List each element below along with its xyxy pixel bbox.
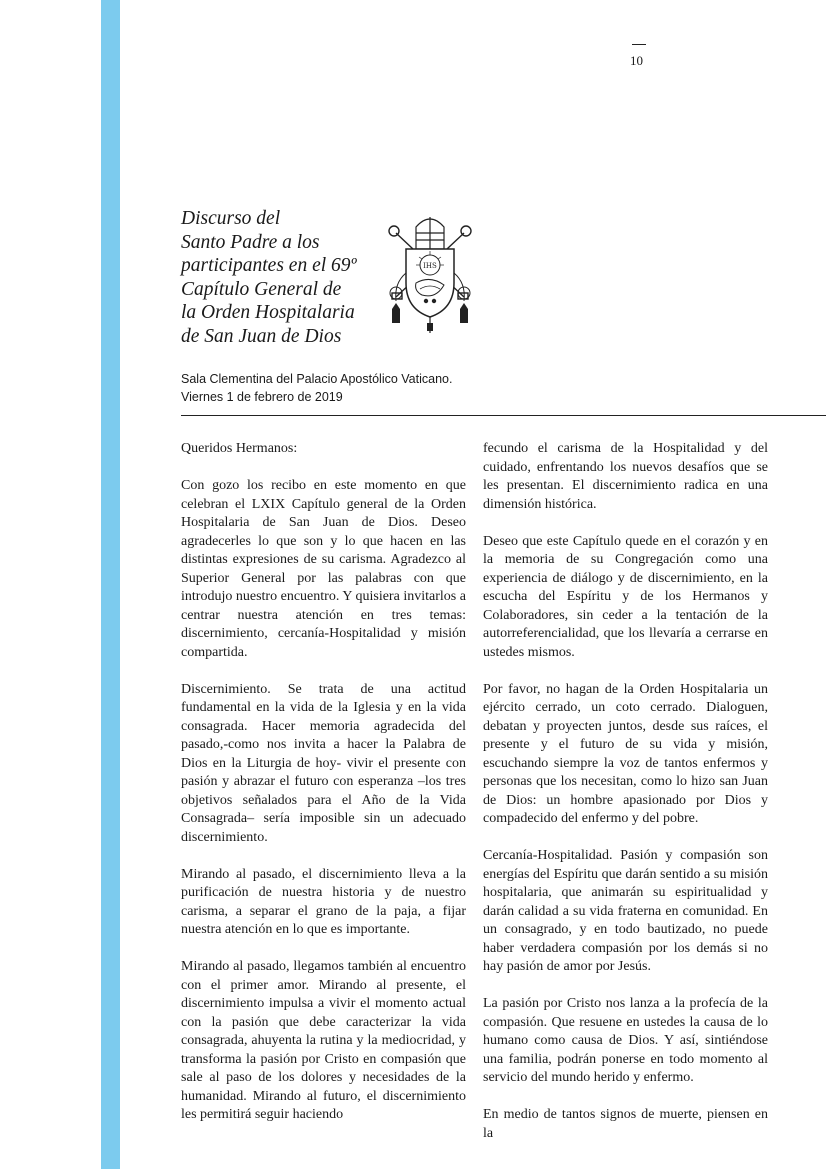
title-line: Santo Padre a los xyxy=(181,231,320,253)
event-info xyxy=(181,370,452,406)
event-location: Sala Clementina del Palacio Apostólico Vaticano. xyxy=(181,372,453,386)
paragraph: Mirando al pasado, el discernimiento lleva a la purificación de nuestra historia y de nuestro carisma, a separar el grano de la paja, a fijar nuestra atención en lo que es importante. xyxy=(181,866,466,937)
page-number-mark xyxy=(632,44,646,45)
paragraph: Mirando al pasado, llegamos también al encuentro con el primer amor. Mirando al presente, el discernimiento impulsa a vivir el momento actual con la pasión que debe caracterizar la vida consagrada, ahuyenta la rutina y la mediocridad, y transforma la pasión por Cristo en compasión que sale al paso de los dolores y necesidades de la humanidad. Mirando al futuro, el discernimiento les permitirá seguir haciendo xyxy=(181,959,466,1122)
emblem-monogram: IHS xyxy=(423,262,437,270)
paragraph: Cercanía-Hospitalidad. Pasión y compasión son energías del Espíritu que darán sentido a su misión hospitalaria, que animarán su espiritualidad y darán calidad a su vida fraterna en comunidad. En un consagrado, y en todo bautizado, no puede haber verdadera compasión por los demás si no hay pasión de amor por Jesús. xyxy=(483,848,768,974)
event-date: Viernes 1 de febrero de 2019 xyxy=(181,390,343,404)
paragraph: Deseo que este Capítulo quede en el corazón y en la memoria de su Congregación como una experiencia de diálogo y de discernimiento, en la escucha del Espíritu y de los Hermanos y Colaboradores, sin ceder a la tentación de la autorreferencialidad, que los llevaría a cerrarse en ustedes mismos. xyxy=(483,533,768,660)
paragraph: Discernimiento. Se trata de una actitud fundamental en la vida de la Iglesia y en la vida consagrada. Hacer memoria agradecida del pasado,-como nos invita a hacer la Palabra de Dios en la Liturgia de hoy- vivir el presente con pasión y abrazar el futuro con esperanza –los tres objetivos señalados para el Año de la Vida Consagrada– sería imposible sin un adecuado discernimiento. xyxy=(181,681,466,845)
side-accent-bar xyxy=(101,0,120,1169)
text-column-left xyxy=(181,440,466,1143)
papal-coat-of-arms-icon xyxy=(386,213,474,335)
paragraph: Por favor, no hagan de la Orden Hospitalaria un ejército cerrado, un coto cerrado. Dialoguen, debatan y proyecten juntos, desde sus raíces, el presente y el futuro de su vida y misión, escuchando siempre la voz de tantos enfermos y personas que los necesitan, como lo hizo san Juan de Dios: un hombre apasionado por Dios y compadecido del enfermo y del pobre. xyxy=(483,681,768,826)
paragraph: Con gozo los recibo en este momento en que celebran el LXIX Capítulo general de la Orden Hospitalaria de San Juan de Dios. Deseo agradecerles lo que son y lo que hacen en las distintas expresiones de su carisma. Agradezco al Superior General por las palabras con que introdujo nuestro encuentro. Y quisiera invitarlos a centrar nuestra atención en tres temas: discernimiento, cercanía-Hospitalidad y misión compartida. xyxy=(181,478,466,660)
title-line: Discurso del xyxy=(181,208,281,229)
document-title xyxy=(181,207,381,348)
text-column-right xyxy=(483,440,768,1162)
title-line: Capítulo General de xyxy=(181,278,342,300)
header-divider xyxy=(181,415,826,416)
title-line: de San Juan de Dios xyxy=(181,325,342,347)
paragraph: Queridos Hermanos: xyxy=(181,441,298,456)
paragraph: fecundo el carisma de la Hospitalidad y del cuidado, enfrentando los nuevos desafíos que se les presentan. El discernimiento radica en una dimensión histórica. xyxy=(483,441,768,512)
paragraph: La pasión por Cristo nos lanza a la profecía de la compasión. Que resuene en ustedes la causa de lo humano como causa de Dios. Y así, sintiéndose una familia, podrán ponerse en todo momento al servicio del mundo herido y enfermo. xyxy=(483,996,768,1085)
title-line: la Orden Hospitalaria xyxy=(181,302,355,323)
page-number: 10 xyxy=(630,53,643,68)
title-line: participantes en el 69º xyxy=(181,255,357,276)
paragraph: En medio de tantos signos de muerte, piensen en la xyxy=(483,1107,768,1141)
